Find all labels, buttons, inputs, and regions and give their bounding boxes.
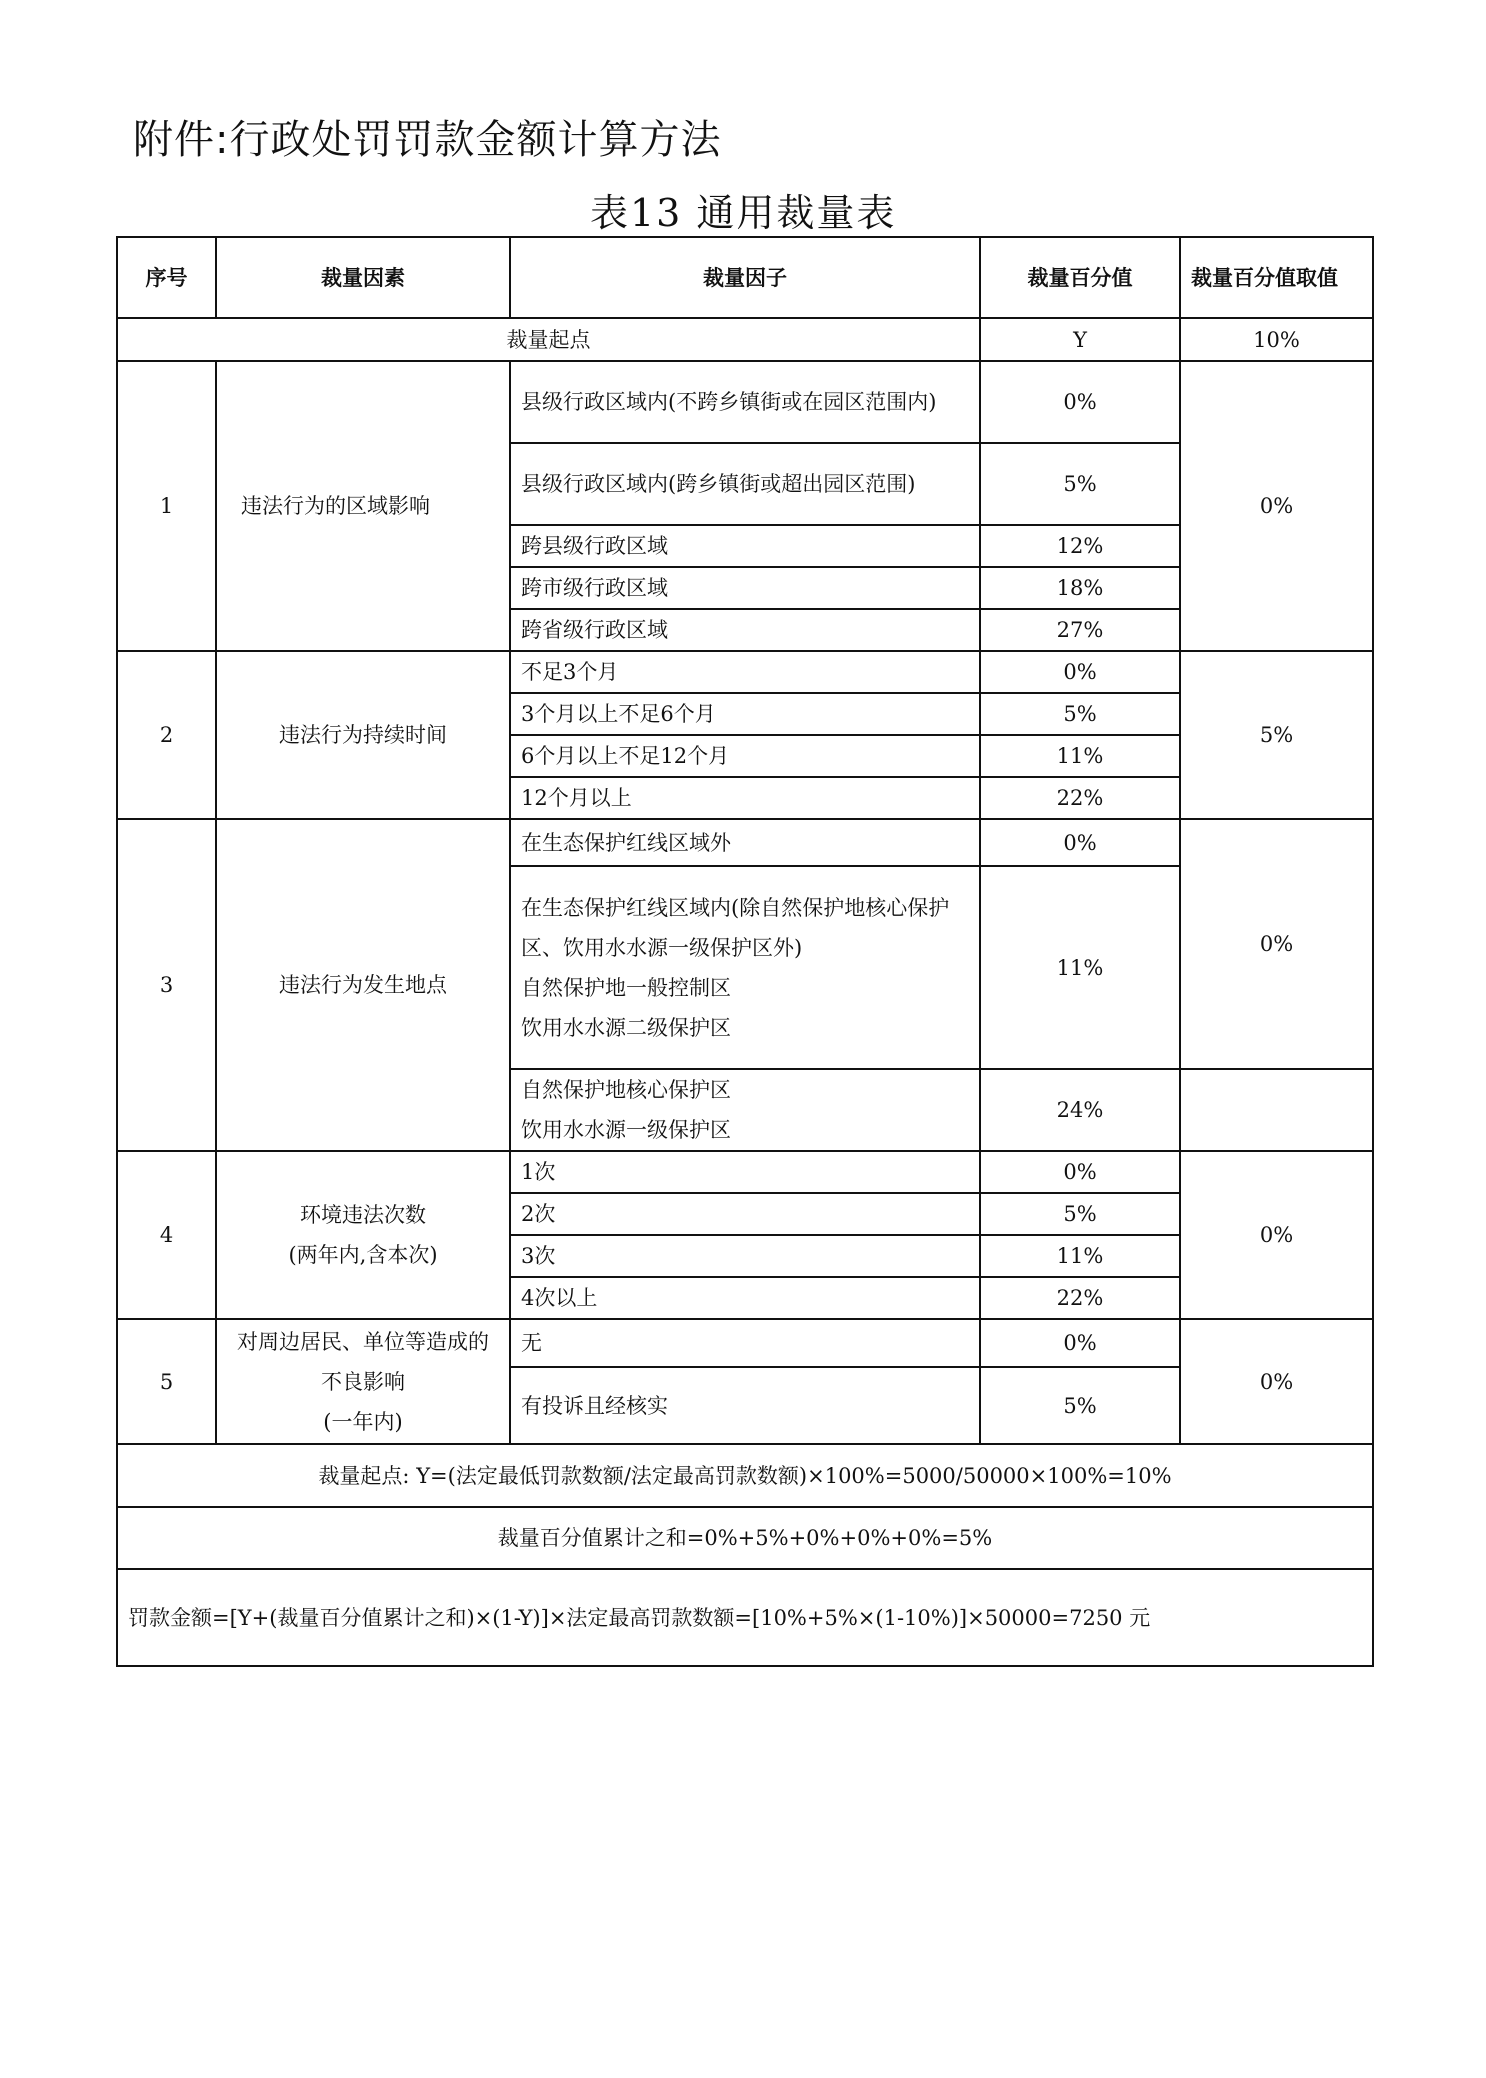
item-value: 5% <box>980 693 1180 735</box>
table-row <box>117 651 1373 693</box>
item-value: 5% <box>980 1193 1180 1235</box>
item-text: 在生态保护红线区域外 <box>510 819 980 866</box>
group-no: 1 <box>117 361 216 651</box>
header-no: 序号 <box>117 237 216 318</box>
item-text: 2次 <box>510 1193 980 1235</box>
item-value: 0% <box>980 1319 1180 1367</box>
item-text: 县级行政区域内(跨乡镇街或超出园区范围) <box>510 443 980 525</box>
group-no: 5 <box>117 1319 216 1444</box>
item-value: 22% <box>980 777 1180 819</box>
item-value: 0% <box>980 361 1180 443</box>
item-value: 24% <box>980 1069 1180 1151</box>
formula-row <box>117 1507 1373 1569</box>
table-title: 表13 通用裁量表 <box>590 191 897 235</box>
start-row <box>117 318 1373 361</box>
item-text: 6个月以上不足12个月 <box>510 735 980 777</box>
group-factor: 违法行为持续时间 <box>216 651 510 819</box>
discretion-table <box>116 236 1374 1667</box>
sum-formula: 裁量百分值累计之和=0%+5%+0%+0%+0%=5% <box>117 1507 1373 1569</box>
group-taken: 0% <box>1180 1319 1373 1444</box>
group-factor: 对周边居民、单位等造成的不良影响 (一年内) <box>216 1319 510 1444</box>
item-text: 4次以上 <box>510 1277 980 1319</box>
item-text: 跨市级行政区域 <box>510 567 980 609</box>
formula-row <box>117 1444 1373 1507</box>
item-text: 县级行政区域内(不跨乡镇街或在园区范围内) <box>510 361 980 443</box>
item-text: 跨县级行政区域 <box>510 525 980 567</box>
group-taken: 0% <box>1180 361 1373 651</box>
group-factor: 违法行为的区域影响 <box>216 361 510 651</box>
group-factor: 环境违法次数 (两年内,含本次) <box>216 1151 510 1319</box>
fine-formula: 罚款金额=[Y+(裁量百分值累计之和)×(1-Y)]×法定最高罚款数额=[10%+5%×(1-10%)]×50000=7250 元 <box>117 1569 1373 1666</box>
item-text: 3个月以上不足6个月 <box>510 693 980 735</box>
group-no: 3 <box>117 819 216 1151</box>
table-row <box>117 1319 1373 1367</box>
group-no: 2 <box>117 651 216 819</box>
header-row <box>117 237 1373 318</box>
item-value: 0% <box>980 1151 1180 1193</box>
item-value: 12% <box>980 525 1180 567</box>
item-value: 5% <box>980 443 1180 525</box>
formula-row <box>117 1569 1373 1666</box>
document-title: 附件:行政处罚罚款金额计算方法 <box>133 117 722 163</box>
item-value: 11% <box>980 866 1180 1069</box>
group-taken-empty <box>1180 1069 1373 1151</box>
item-value: 11% <box>980 735 1180 777</box>
header-item: 裁量因子 <box>510 237 980 318</box>
item-text: 跨省级行政区域 <box>510 609 980 651</box>
item-text: 12个月以上 <box>510 777 980 819</box>
group-taken: 0% <box>1180 1151 1373 1319</box>
start-label: 裁量起点 <box>117 318 980 361</box>
start-taken: 10% <box>1180 318 1373 361</box>
item-text: 有投诉且经核实 <box>510 1367 980 1444</box>
table-row <box>117 361 1373 443</box>
item-text: 3次 <box>510 1235 980 1277</box>
item-text: 1次 <box>510 1151 980 1193</box>
start-value: Y <box>980 318 1180 361</box>
item-text: 无 <box>510 1319 980 1367</box>
header-taken: 裁量百分值取值 <box>1180 237 1373 318</box>
table-row <box>117 819 1373 866</box>
item-value: 11% <box>980 1235 1180 1277</box>
item-value: 22% <box>980 1277 1180 1319</box>
start-point-formula: 裁量起点: Y=(法定最低罚款数额/法定最高罚款数额)×100%=5000/50000×100%=10% <box>117 1444 1373 1507</box>
item-value: 5% <box>980 1367 1180 1444</box>
item-value: 0% <box>980 819 1180 866</box>
group-factor: 违法行为发生地点 <box>216 819 510 1151</box>
item-value: 27% <box>980 609 1180 651</box>
item-text: 自然保护地核心保护区 饮用水水源一级保护区 <box>510 1069 980 1151</box>
group-taken: 0% <box>1180 819 1373 1069</box>
item-value: 0% <box>980 651 1180 693</box>
group-no: 4 <box>117 1151 216 1319</box>
item-text: 不足3个月 <box>510 651 980 693</box>
group-taken: 5% <box>1180 651 1373 819</box>
header-factor: 裁量因素 <box>216 237 510 318</box>
item-text: 在生态保护红线区域内(除自然保护地核心保护区、饮用水水源一级保护区外) 自然保护地一般控制区 饮用水水源二级保护区 <box>510 866 980 1069</box>
table-row <box>117 1151 1373 1193</box>
header-percent: 裁量百分值 <box>980 237 1180 318</box>
item-value: 18% <box>980 567 1180 609</box>
